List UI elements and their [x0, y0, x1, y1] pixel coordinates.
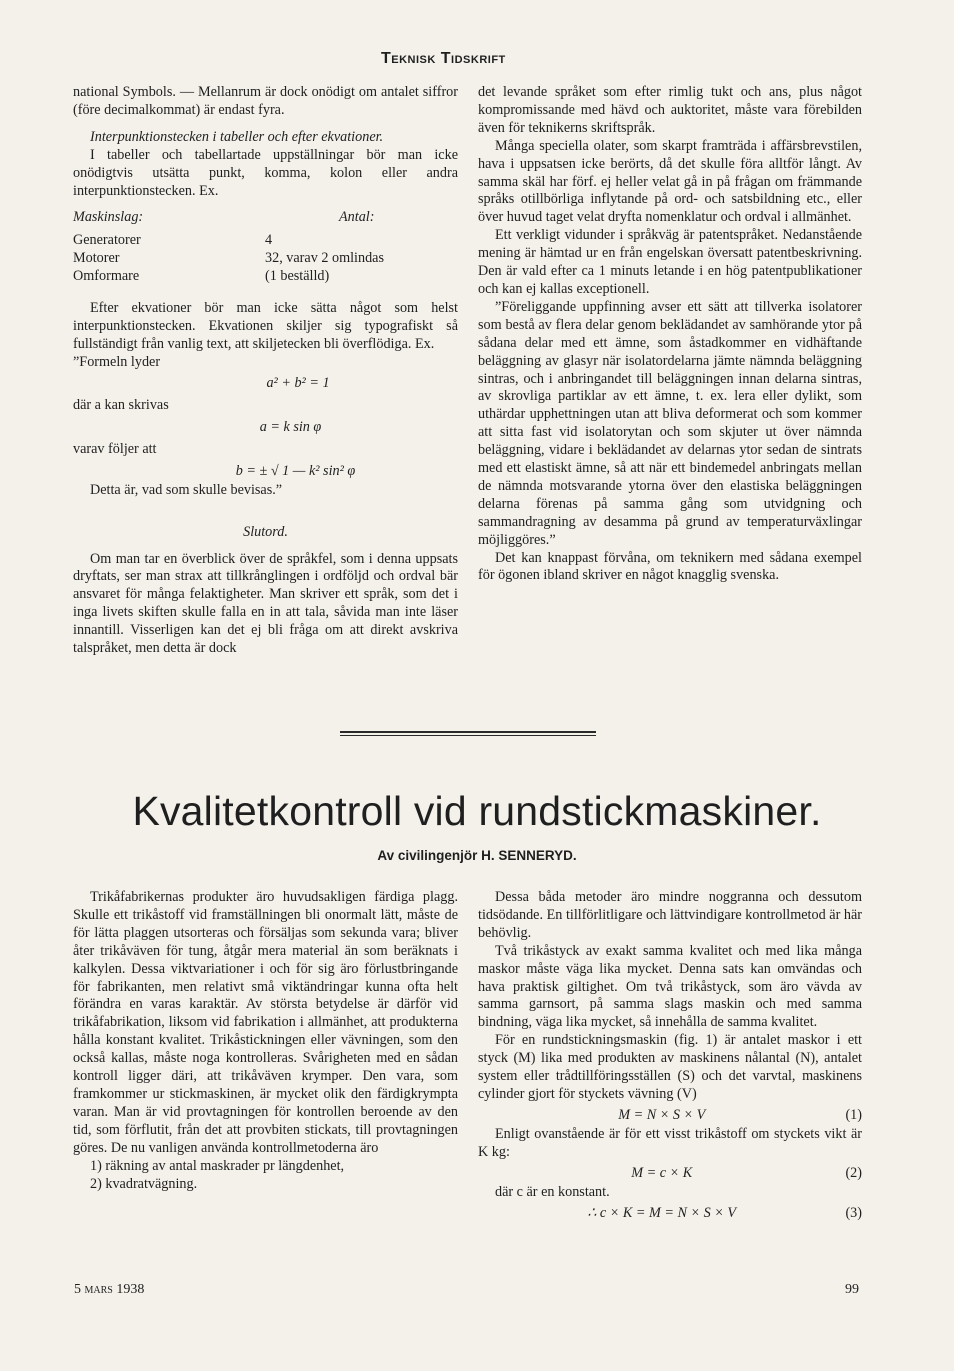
table-row	[73, 268, 458, 286]
paragraph: Trikåfabrikernas produkter äro huvudsakligen färdiga plagg. Skulle ett trikåstoff vid framställningen bli onormalt lätt, måste de för lätta plaggen utsorteras och försäljas som sekunda vara; bliver åter trikåväven för tung, åtgår mera material än som beräknats i kalkylen. Dessa viktvariationer i och för sig äro förlustbringande för fabrikanten, men relativt små viktändringar kunna ofta helt förändra en varas karaktär. Av största betydelse är därför vid trikåfabrikation, liksom vid fabrikation i allmänhet, att produkterna hålla konstant kvalitet. Trikåstickningen eller vävningen, som den också kallas, måste noga kontrolleras. Svårigheten med en sådan kontroll ligger däri, att trikåväven krymper. Den vara, som framkommer ur stickmaskinen, är mycket olik den färdigkrympta varan. Man är vid provtagningen för kontrollen beroende av den tid, som förflutit, från det att provbiten stickats, till provtagningen göres. De nu vanligen använda kontrollmetoderna äro	[73, 889, 458, 1156]
paragraph: För en rundstickningsmaskin (fig. 1) är antalet maskor i ett styck (M) lika med produkten av maskinens nålantal (N), antalet system eller trådtillföringsställen (S) och det varvtal, maskinens cylinder gjort för styckets vävning (V)	[478, 1032, 862, 1102]
table-header	[73, 209, 458, 227]
top-right-column	[478, 84, 862, 585]
list-item: 2) kvadratvägning.	[90, 1175, 198, 1192]
equation-number: (1)	[845, 1106, 862, 1123]
paragraph: I tabeller och tabellartade uppställningar bör man icke onödigtvis utsätta punkt, komma, kolon eller andra interpunktionstecken. Ex.	[73, 146, 458, 199]
paragraph: där c är en konstant.	[495, 1183, 610, 1200]
equation: a = k sin φ	[259, 418, 322, 435]
paragraph: Många speciella olater, som skarpt framträda i affärsbrevstilen, hava i uppsatsen icke berörts, då det skulle föra alltför långt. Av samma skäl har förf. ej heller velat gå in på frågan om främmande språks otillbörliga inflytande på ord- och satsbildning etc., eller över huvud taget velat dryfta nomenklatur och ordval i allmänhet.	[478, 137, 862, 226]
list-item: 1) räkning av antal maskrader pr längdenhet,	[90, 1157, 345, 1174]
paragraph: Dessa båda metoder äro mindre noggranna och dessutom tidsödande. En tillförlitligare och lättvindigare kontrollmetod är här behövlig.	[478, 889, 862, 941]
table-cell-value: 32, varav 2 omlindas	[265, 250, 384, 267]
table-row	[73, 232, 458, 250]
page-number: 99	[845, 1282, 859, 1297]
article-byline: Av civilingenjör H. SENNERYD.	[377, 848, 577, 863]
section-divider	[340, 731, 596, 733]
paragraph: Efter ekvationer bör man icke sätta något som helst interpunktionstecken. Ekvationen skiljer sig typografiskt så fullständigt från vanlig text, att skiljetecken bli överflödiga. Ex.	[73, 300, 458, 352]
table-cell-name: Motorer	[73, 250, 120, 267]
paragraph: Detta är, vad som skulle bevisas.”	[90, 481, 283, 498]
equation: M = N × S × V	[618, 1106, 706, 1123]
formula-intro: ”Formeln lyder	[73, 353, 161, 370]
section-heading: Slutord.	[243, 523, 288, 540]
equation: M = c × K	[631, 1164, 693, 1181]
table-cell-name: Omformare	[73, 268, 140, 285]
table-header-left: Maskinslag:	[73, 209, 144, 226]
table-cell-value: (1 beställd)	[265, 268, 330, 285]
equation-number: (3)	[845, 1204, 862, 1221]
equation: a² + b² = 1	[266, 374, 330, 391]
paragraph: Om man tar en överblick över de språkfel, som i denna uppsats dryftats, ser man strax att tillkrånglingen i ordföljd och ordval bär ansvaret för många felaktigheter. Man skriver ett språk, som det i inga livets skiften skulle falla en in att tala, såvida man inte läser innantill. Visserligen kan det ej bli fråga om att direkt avskriva talspråket, men detta är dock	[73, 550, 458, 657]
journal-title: Teknisk Tidskrift	[381, 50, 506, 67]
paragraph: där a kan skrivas	[73, 396, 169, 413]
equation-row	[478, 1202, 862, 1224]
equation-row	[478, 1162, 862, 1184]
paragraph: varav följer att	[73, 440, 157, 457]
equation: b = ± √ 1 — k² sin² φ	[235, 462, 356, 479]
section-divider-thin	[340, 735, 596, 736]
table	[73, 232, 458, 286]
paragraph: ”Föreliggande uppfinning avser ett sätt att tillverka isolatorer som bestå av flera delar genom beklädandet av samhörande ytor på sådana delar med ett ämne, som åstadkommer en vidhäftande beläggning av glasyr när isolatordelarna jämte nämnda beläggning sintras, och i anbringandet till beläggningen innan delarna sintras, av skrovliga partiklar av ett ämne, t. ex. lera eller dylikt, som uthärdar upphettningen utan att bliva deformerat och som kommer att sitta fast vid isolatorytan och som skjuter ut över nämnda beläggning, vidare i beklädandet av delarnas ytor sedan de sintrats med ett elastiskt ämne, så att när ett bindemedel anbringats mellan de nämnda motsvarande ytorna över den elastiska beläggningen delarna förenas på samma gång som utvidgning och sammandragning av desamma på grund av temperaturväxlingar möjliggöres.”	[478, 298, 862, 548]
paragraph: national Symbols. — Mellanrum är dock onödigt om antalet siffror (före decimalkommat) är endast fyra.	[73, 84, 458, 118]
paragraph: det levande språket som efter rimlig tukt och ans, plus något kompromissande med hävd och auktoritet, måste vara förebilden även för teknikerns skriftspråk.	[478, 84, 862, 136]
table-cell-value: 4	[265, 232, 273, 249]
equation-number: (2)	[845, 1164, 862, 1181]
table-header-right: Antal:	[339, 209, 375, 226]
equation: ∴ c × K = M = N × S × V	[587, 1204, 737, 1221]
paragraph: Två trikåstyck av exakt samma kvalitet och med lika många maskor måste väga lika mycket. Denna sats kan omvändas och hava praktisk giltighet. Om två trikåstyck, som äro vävda av samma garnsort, på samma slags maskin och med samma bindning, väga lika mycket, så innehålla de samma kvalitet.	[478, 942, 862, 1031]
table-cell-name: Generatorer	[73, 232, 141, 249]
article-title: Kvalitetkontroll vid rundstickmaskiner.	[132, 788, 822, 834]
subheading	[73, 129, 458, 147]
equation-row	[478, 1104, 862, 1126]
footer-date: 5 mars 1938	[74, 1282, 145, 1297]
bottom-right-column	[478, 889, 862, 1224]
table-row	[73, 250, 458, 268]
paragraph: Det kan knappast förvåna, om teknikern med sådana exempel för ögonen ibland skriver en något knagglig svenska.	[478, 549, 862, 584]
top-left-column	[73, 84, 458, 658]
paragraph: Enligt ovanstående är för ett visst trikåstoff om styckets vikt är K kg:	[478, 1125, 862, 1160]
subheading-italic: Interpunktionstecken i tabeller och efter ekvationer.	[90, 128, 384, 145]
bottom-left-column	[73, 889, 458, 1193]
paragraph: Ett verkligt vidunder i språkväg är patentspråket. Nedanstående mening är hämtad ur en från engelskan översatt patentbeskrivning. Den är vald efter ca 1 minuts letande i en hög patentpublikationer och kan ej kallas exceptionell.	[478, 227, 862, 297]
